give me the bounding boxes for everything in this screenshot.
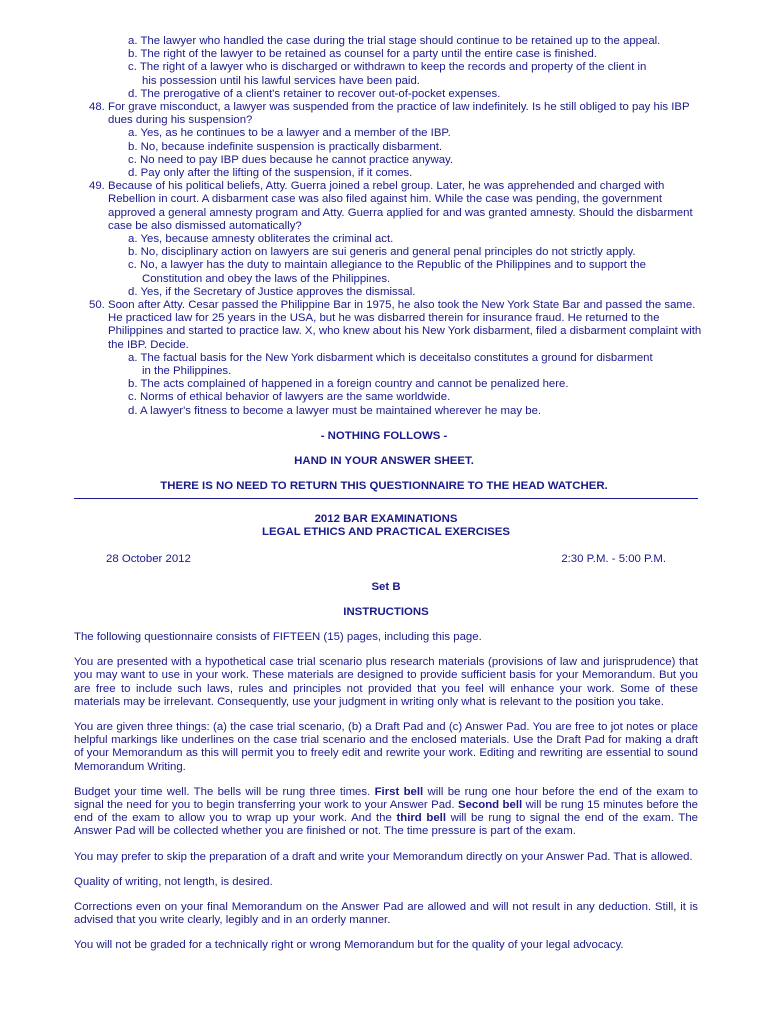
section-divider (74, 498, 698, 499)
q48-option-c: c. No need to pay IBP dues because he cannot practice anyway. (128, 153, 454, 166)
q49-option-c: c. No, a lawyer has the duty to maintain allegiance to the Republic of the Philippines and to support the (128, 259, 646, 272)
q48-option-b: b. No, because indefinite suspension is practically disbarment. (128, 140, 443, 153)
q47-option-d: d. The prerogative of a client's retainer to recover out-of-pocket expenses. (128, 87, 501, 100)
question-text: For grave misconduct, a lawyer was suspended from the practice of law indefinitely. Is he still obliged to pay his IBP dues during his suspension? (108, 101, 690, 127)
q50-option-c: c. Norms of ethical behavior of lawyers are the same worldwide. (128, 391, 451, 404)
q50-option-b: b. The acts complained of happened in a foreign country and cannot be penalized here. (128, 378, 569, 391)
first-bell-label: First bell (374, 785, 424, 798)
question-number: 50. (89, 299, 105, 312)
q49-option-b: b. No, disciplinary action on lawyers are sui generis and general penal principles do not strictly apply. (128, 246, 636, 259)
q47-option-a: a. The lawyer who handled the case during the trial stage should continue to be retained up to the appeal. (128, 35, 661, 47)
text-segment: will be rung to signal the end of the exam. The Answer Pad will be collected whether you are finished or not. The time pressure is part of the exam. (74, 812, 699, 838)
question-48 (0, 101, 708, 127)
hand-in-notice: HAND IN YOUR ANSWER SHEET. (294, 455, 474, 468)
q50-option-d: d. A lawyer's fitness to become a lawyer must be maintained wherever he may be. (128, 404, 542, 417)
q48-option-d: d. Pay only after the lifting of the suspension, if it comes. (128, 167, 413, 180)
question-49 (0, 180, 708, 233)
instructions-paragraph: You are given three things: (a) the case trial scenario, (b) a Draft Pad and (c) Answer Pad. You are free to jot notes or place helpful markings like underlines on the case trial scenario and the enclosed materials. Use the Draft Pad for making a draft of your Memorandum as this will permit you to freely edit and rewrite your work. Editing and rewriting are essential to sound Memorandum Writing. (74, 721, 698, 773)
instructions-paragraph: Quality of writing, not length, is desired. (74, 875, 273, 888)
second-bell-label: Second bell (457, 799, 523, 812)
exam-date: 28 October 2012 (106, 553, 191, 566)
q48-option-a: a. Yes, as he continues to be a lawyer and a member of the IBP. (128, 127, 451, 140)
instructions-paragraph: The following questionnaire consists of FIFTEEN (15) pages, including this page. (74, 631, 482, 644)
questions-section (0, 35, 768, 494)
q49-option-d: d. Yes, if the Secretary of Justice approves the dismissal. (128, 285, 416, 298)
question-50 (0, 299, 708, 352)
text-segment: will be rung 15 minutes before the end of the exam to allow you to wrap up your work. And the (74, 799, 699, 825)
exam-set: Set B (371, 580, 401, 593)
text-segment: Budget your time well. The bells will be rung three times. (74, 785, 375, 798)
exam-title: 2012 BAR EXAMINATIONS (314, 513, 458, 525)
nothing-follows: - NOTHING FOLLOWS - (320, 429, 448, 442)
q50-option-a-cont: in the Philippines. (142, 365, 232, 378)
exam-time: 2:30 P.M. - 5:00 P.M. (561, 553, 666, 566)
third-bell-label: third bell (396, 812, 446, 825)
q49-option-c-cont: Constitution and obey the laws of the Philippines. (142, 272, 391, 285)
instructions-paragraph: You are presented with a hypothetical case trial scenario plus research materials (provisions of law and jurisprudence) that you may want to use in your work. These materials are designed to provide sufficient basis for your Memorandum. But you are free to include such laws, rules and principles not provided that you feel will enhance your work. Some of these materials may be irrelevant. Consequently, use your judgment in writing only what is relevant to the position you take. (74, 656, 698, 708)
q49-option-a: a. Yes, because amnesty obliterates the criminal act. (128, 233, 394, 246)
q47-option-b: b. The right of the lawyer to be retained as counsel for a party until the entire case is finished. (128, 48, 597, 61)
date-time-row (74, 553, 698, 566)
exam-instructions-section (74, 513, 698, 953)
question-text: Soon after Atty. Cesar passed the Philippine Bar in 1975, he also took the New York State Bar and passed the same. He practiced law for 25 years in the USA, but he was disbarred therein for insurance fraud. He returned to the Philippines and started to practice law. X, who knew about his New York disbarment, filed a disbarment complaint with the IBP. Decide. (108, 299, 702, 351)
q47-option-c-cont: his possession until his lawful services have been paid. (142, 74, 420, 87)
instructions-paragraph: You will not be graded for a technically right or wrong Memorandum but for the quality of your legal advocacy. (74, 939, 624, 952)
exam-subject: LEGAL ETHICS AND PRACTICAL EXERCISES (262, 526, 510, 539)
instructions-paragraph: You may prefer to skip the preparation of a draft and write your Memorandum directly on your Answer Pad. That is allowed. (74, 850, 693, 863)
instructions-paragraph: Corrections even on your final Memorandum on the Answer Pad are allowed and will not result in any deduction. Still, it is advised that you write clearly, legibly and in an orderly manner. (74, 901, 698, 927)
q50-option-a: a. The factual basis for the New York disbarment which is deceitalso constitutes a ground for disbarment (128, 351, 653, 364)
question-text: Because of his political beliefs, Atty. Guerra joined a rebel group. Later, he was apprehended and charged with Rebellion in court. A disbarment case was also filed against him. While the case was pending, the government approved a general amnesty program and Atty. Guerra applied for and was granted amnesty. Should the disbarment case be also dismissed automatically? (108, 180, 693, 232)
instructions-paragraph-bells (74, 786, 698, 839)
question-number: 49. (89, 180, 105, 193)
q47-option-c: c. The right of a lawyer who is discharged or withdrawn to keep the records and property of the client in (128, 61, 647, 74)
text-segment: will be rung one hour before the end of the exam to signal the need for you to begin transferring your work to your Answer Pad. (74, 785, 699, 812)
question-number: 48. (89, 101, 105, 114)
instructions-heading: INSTRUCTIONS (343, 605, 429, 618)
no-return-notice: THERE IS NO NEED TO RETURN THIS QUESTIONNAIRE TO THE HEAD WATCHER. (160, 480, 608, 493)
